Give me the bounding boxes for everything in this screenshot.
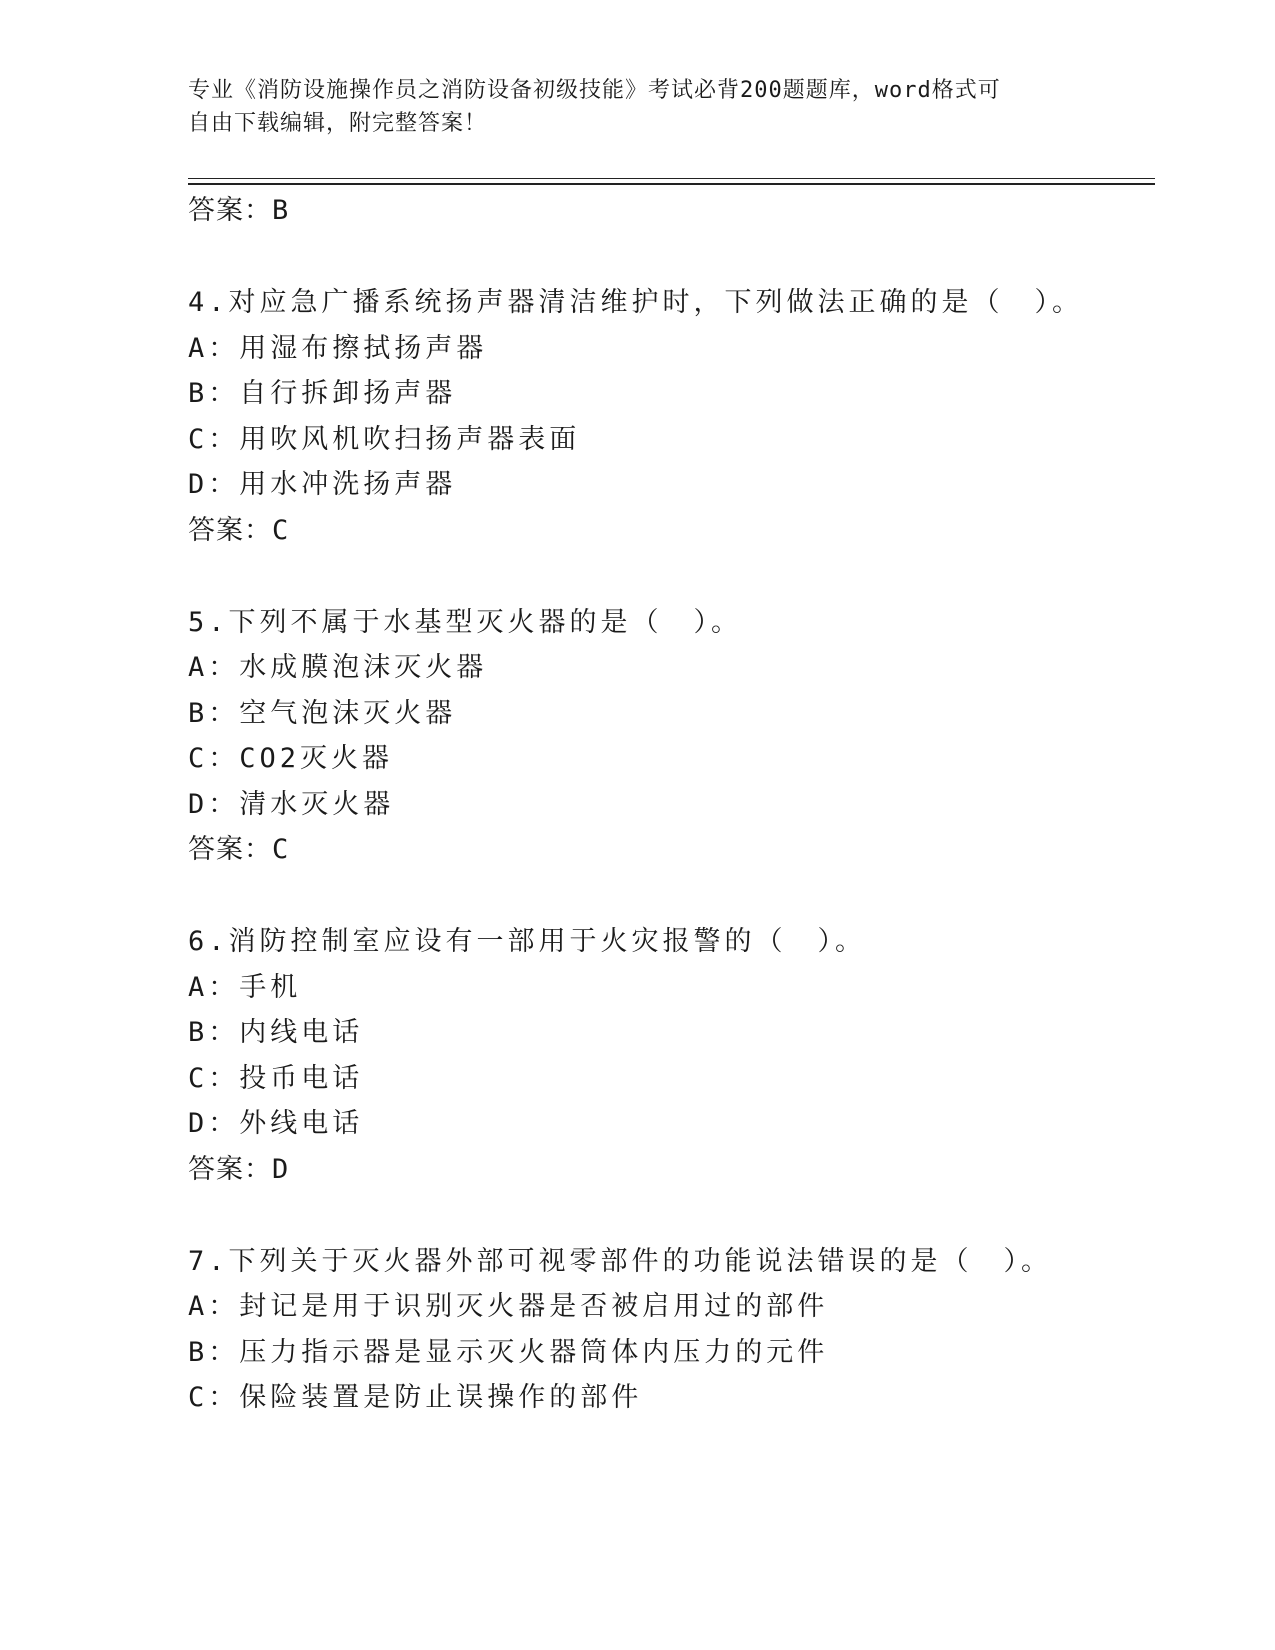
- block-spacer: [188, 872, 1148, 919]
- question-option: C：用吹风机吹扫扬声器表面: [188, 423, 581, 455]
- question-option: D：清水灭火器: [188, 788, 395, 820]
- question-option: A：手机: [188, 971, 302, 1003]
- answer-value: C: [272, 514, 290, 546]
- header-rule-thin: [188, 178, 1155, 179]
- question-stem: 4.对应急广播系统扬声器清洁维护时，下列做法正确的是（ ）。: [188, 287, 1084, 318]
- answer-label: 答案：: [188, 1153, 272, 1185]
- answer-label: 答案：: [188, 834, 272, 865]
- question-option: B：内线电话: [188, 1017, 364, 1048]
- question-option: A：封记是用于识别灭火器是否被启用过的部件: [188, 1291, 829, 1322]
- answer-value: B: [272, 195, 290, 226]
- answer-line: [188, 508, 1148, 553]
- page-header: 专业《消防设施操作员之消防设备初级技能》考试必背200题题库，word格式可 自由下载编辑，附完整答案！: [188, 78, 1001, 136]
- question-stem: 5.下列不属于水基型灭火器的是（ ）。: [188, 606, 743, 638]
- question-stem: 7.下列关于灭火器外部可视零部件的功能说法错误的是（ ）。: [188, 1245, 1053, 1277]
- question-option: D：外线电话: [188, 1108, 364, 1139]
- question-option: C：保险装置是防止误操作的部件: [188, 1382, 643, 1413]
- question-option: B：自行拆卸扬声器: [188, 378, 457, 409]
- answer-label: 答案：: [188, 195, 272, 226]
- question-option: C：投币电话: [188, 1062, 364, 1094]
- question-option: C：CO2灭火器: [188, 743, 394, 774]
- answer-line: [188, 827, 1148, 872]
- block-spacer: [188, 233, 1148, 280]
- question-option: B：压力指示器是显示灭火器筒体内压力的元件: [188, 1336, 829, 1368]
- question-list: [188, 188, 1148, 1421]
- block-spacer: [188, 1192, 1148, 1239]
- header-rule-thick: [188, 183, 1155, 185]
- question-option: B：空气泡沫灭火器: [188, 697, 457, 729]
- answer-value: D: [272, 1153, 290, 1185]
- question-option: D：用水冲洗扬声器: [188, 469, 457, 500]
- block-spacer: [188, 553, 1148, 600]
- answer-line: [188, 1147, 1148, 1192]
- question-option: A：用湿布擦拭扬声器: [188, 332, 488, 364]
- answer-label: 答案：: [188, 514, 272, 546]
- answer-line: [188, 188, 1148, 233]
- question-option: A：水成膜泡沫灭火器: [188, 652, 488, 683]
- question-stem: 6.消防控制室应设有一部用于火灾报警的（ ）。: [188, 926, 867, 957]
- answer-value: C: [272, 834, 290, 865]
